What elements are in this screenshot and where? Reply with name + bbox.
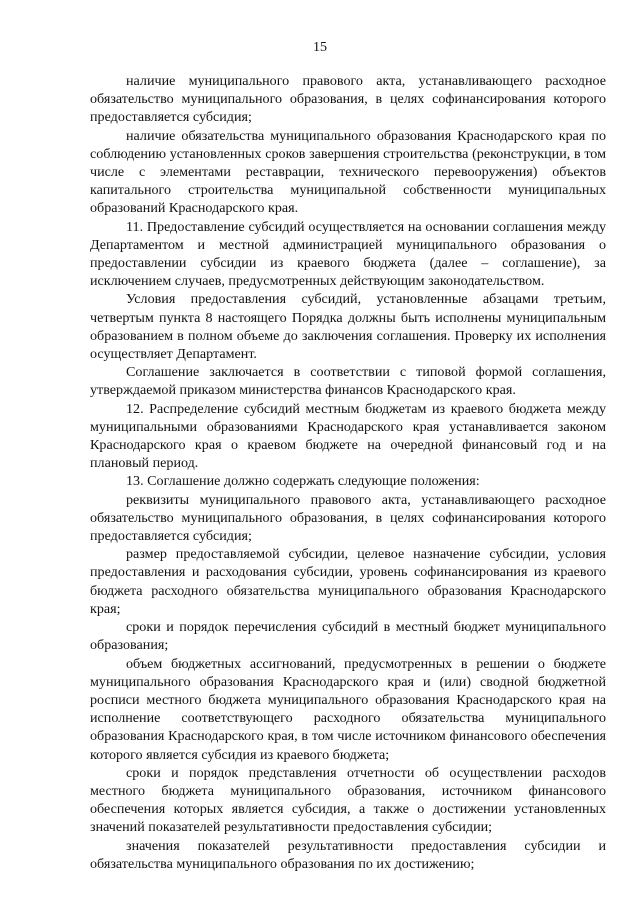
paragraph: 12. Распределение субсидий местным бюджетам из краевого бюджета между муниципальными образованиями Краснодарского края устанавливается законом Краснодарского края о краевом бюджете на очередной финансовый год и на плановый период. (90, 400, 606, 472)
paragraph: сроки и порядок перечисления субсидий в местный бюджет муниципального образования; (90, 619, 606, 654)
paragraph: реквизиты муниципального правового акта, устанавливающего расходное обязательство муниципального образования, в целях софинансирования которого предоставляется субсидия; (90, 491, 606, 545)
paragraph: размер предоставляемой субсидии, целевое назначение субсидии, условия предоставления и расходования субсидии, уровень софинансирования из краевого бюджета расходного обязательства муниципального образования Краснодарского края; (90, 546, 606, 617)
paragraph: Условия предоставления субсидий, установленные абзацами третьим, четвертым пункта 8 настоящего Порядка должны быть исполнены муниципальным образованием в полном объеме до заключения соглашения. Проверку их исполнения осуществляет Департамент. (90, 291, 606, 363)
paragraph: 13. Соглашение должно содержать следующие положения: (126, 473, 480, 490)
paragraph: значения показателей результативности предоставления субсидии и обязательства муниципального образования по их достижению; (90, 837, 606, 872)
paragraph: Соглашение заключается в соответствии с типовой формой соглашения, утверждаемой приказом министерства финансов Краснодарского края. (90, 364, 606, 399)
paragraph: сроки и порядок представления отчетности об осуществлении расходов местного бюджета муниципального образования, источником финансового обеспечения которых является субсидия, а также о достижении установленных значений показателей результативности предоставления субсидии; (90, 764, 606, 836)
paragraph: наличие муниципального правового акта, устанавливающего расходное обязательство муниципального образования, в целях софинансирования которого предоставляется субсидия; (90, 73, 606, 126)
paragraph: 11. Предоставление субсидий осуществляется на основании соглашения между Департаментом и местной администрацией муниципального образования о предоставлении субсидии из краевого бюджета (далее – соглашение), за исключением случаев, предусмотренных действующим законодательством. (90, 218, 606, 290)
paragraph: наличие обязательства муниципального образования Краснодарского края по соблюдению установленных сроков завершения строительства (реконструкции, в том числе с элементами реставрации, технического перевооружения) объектов капитального строительства муниципальной собственности муниципальных образований Краснодарского края. (90, 127, 606, 217)
paragraph: объем бюджетных ассигнований, предусмотренных в решении о бюджете муниципального образования Краснодарского края и (или) сводной бюджетной росписи местного бюджета муниципального образования Краснодарского края на исполнение соответствующего расходного обязательства муниципального образования Краснодарского края, в том числе источником финансового обеспечения которого является субсидия из краевого бюджета; (90, 655, 606, 763)
document-body (90, 72, 606, 873)
page-number: 15 (313, 40, 327, 55)
